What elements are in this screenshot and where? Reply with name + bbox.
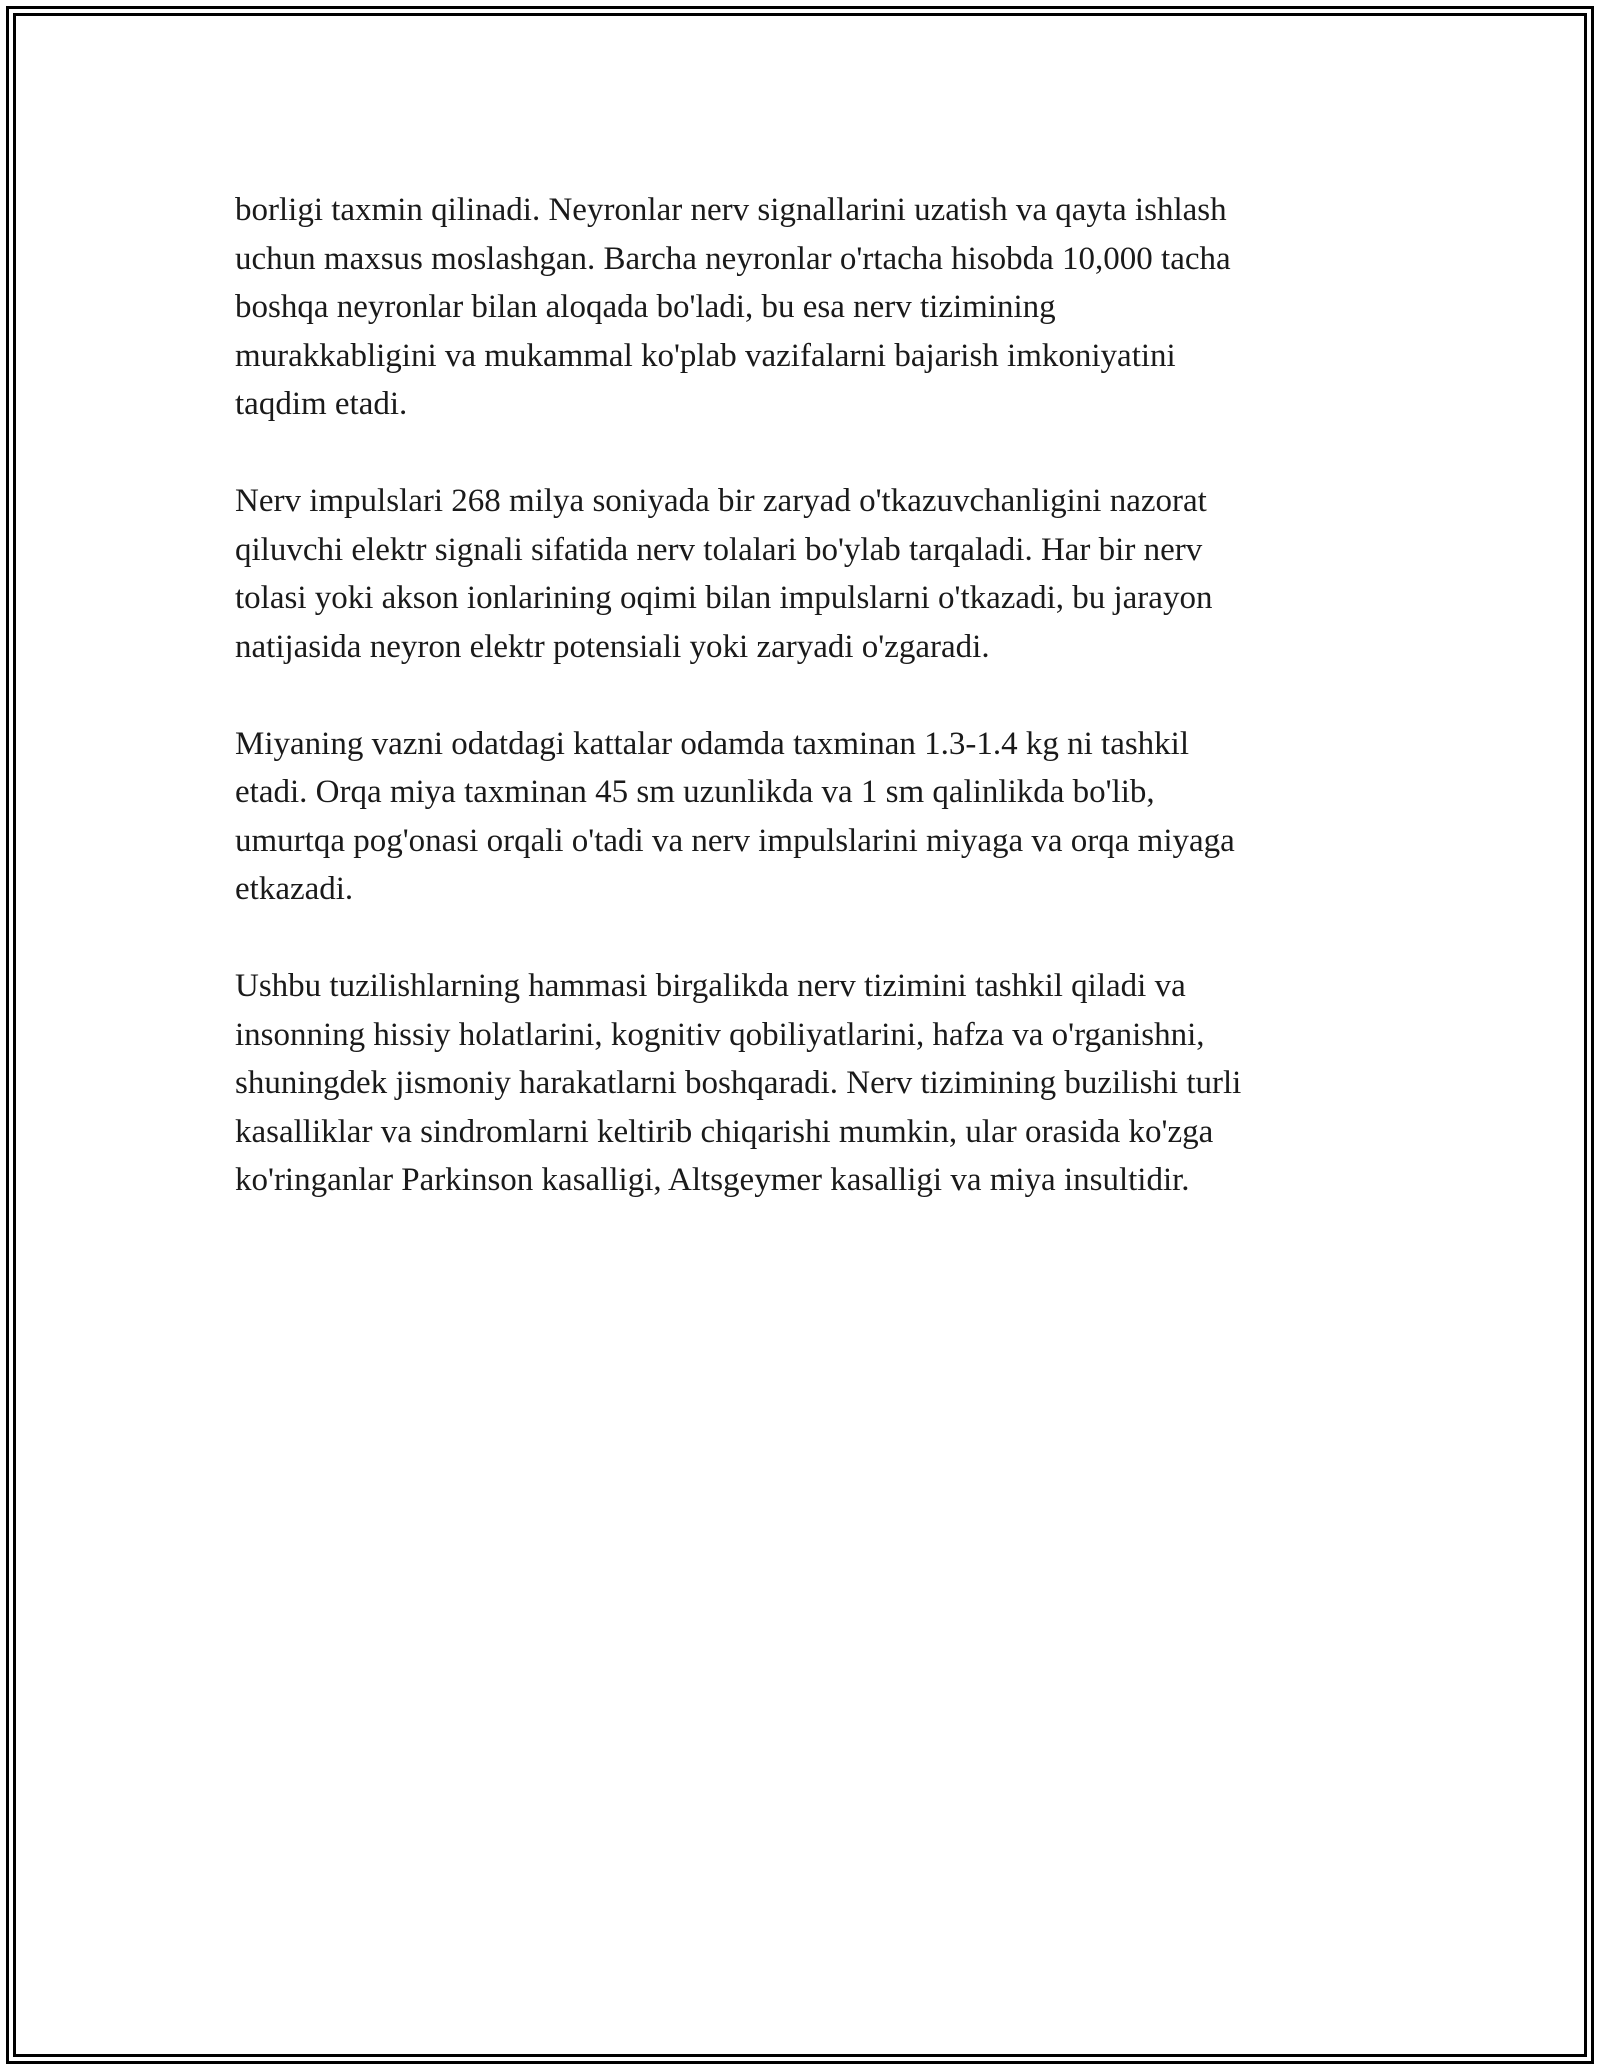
text-line: ko'ringanlar Parkinson kasalligi, Altsgeymer kasalligi va miya insultidir. — [235, 1162, 1190, 1198]
text-line: etkazadi. — [235, 871, 354, 907]
text-line: Ushbu tuzilishlarning hammasi birgalikda nerv tizimini tashkil qiladi va — [235, 968, 1186, 1004]
paragraph-4 — [235, 962, 1365, 1205]
paragraph-2 — [235, 477, 1365, 671]
document-body — [235, 186, 1365, 1253]
text-line: kasalliklar va sindromlarni keltirib chiqarishi mumkin, ular orasida ko'zga — [235, 1113, 1214, 1150]
paragraph-3 — [235, 720, 1365, 914]
text-line: borligi taxmin qilinadi. Neyronlar nerv signallarini uzatish va qayta ishlash — [235, 192, 1227, 228]
text-line: shuningdek jismoniy harakatlarni boshqaradi. Nerv tizimining buzilishi turli — [235, 1065, 1242, 1101]
text-line: Miyaning vazni odatdagi kattalar odamda taxminan 1.3-1.4 kg ni tashkil — [235, 725, 1190, 762]
text-line: etadi. Orqa miya taxminan 45 sm uzunlikda va 1 sm qalinlikda bo'lib, — [235, 774, 1155, 810]
text-line: taqdim etadi. — [235, 386, 408, 422]
text-line: umurtqa pog'onasi orqali o'tadi va nerv impulslarini miyaga va orqa miyaga — [235, 822, 1235, 859]
text-line: Nerv impulslari 268 milya soniyada bir zaryad o'tkazuvchanligini nazorat — [235, 483, 1207, 519]
text-line: natijasida neyron elektr potensiali yoki zaryadi o'zgaradi. — [235, 628, 990, 665]
text-line: tolasi yoki akson ionlarining oqimi bilan impulslarni o'tkazadi, bu jarayon — [235, 580, 1213, 616]
paragraph-1 — [235, 186, 1365, 429]
text-line: insonning hissiy holatlarini, kognitiv qobiliyatlarini, hafza va o'rganishni, — [235, 1016, 1205, 1053]
text-line: uchun maxsus moslashgan. Barcha neyronlar o'rtacha hisobda 10,000 tacha — [235, 240, 1231, 277]
text-line: qiluvchi elektr signali sifatida nerv tolalari bo'ylab tarqaladi. Har bir nerv — [235, 531, 1203, 568]
text-line: boshqa neyronlar bilan aloqada bo'ladi, bu esa nerv tizimining — [235, 289, 1056, 325]
text-line: murakkabligini va mukammal ko'plab vazifalarni bajarish imkoniyatini — [235, 337, 1176, 374]
